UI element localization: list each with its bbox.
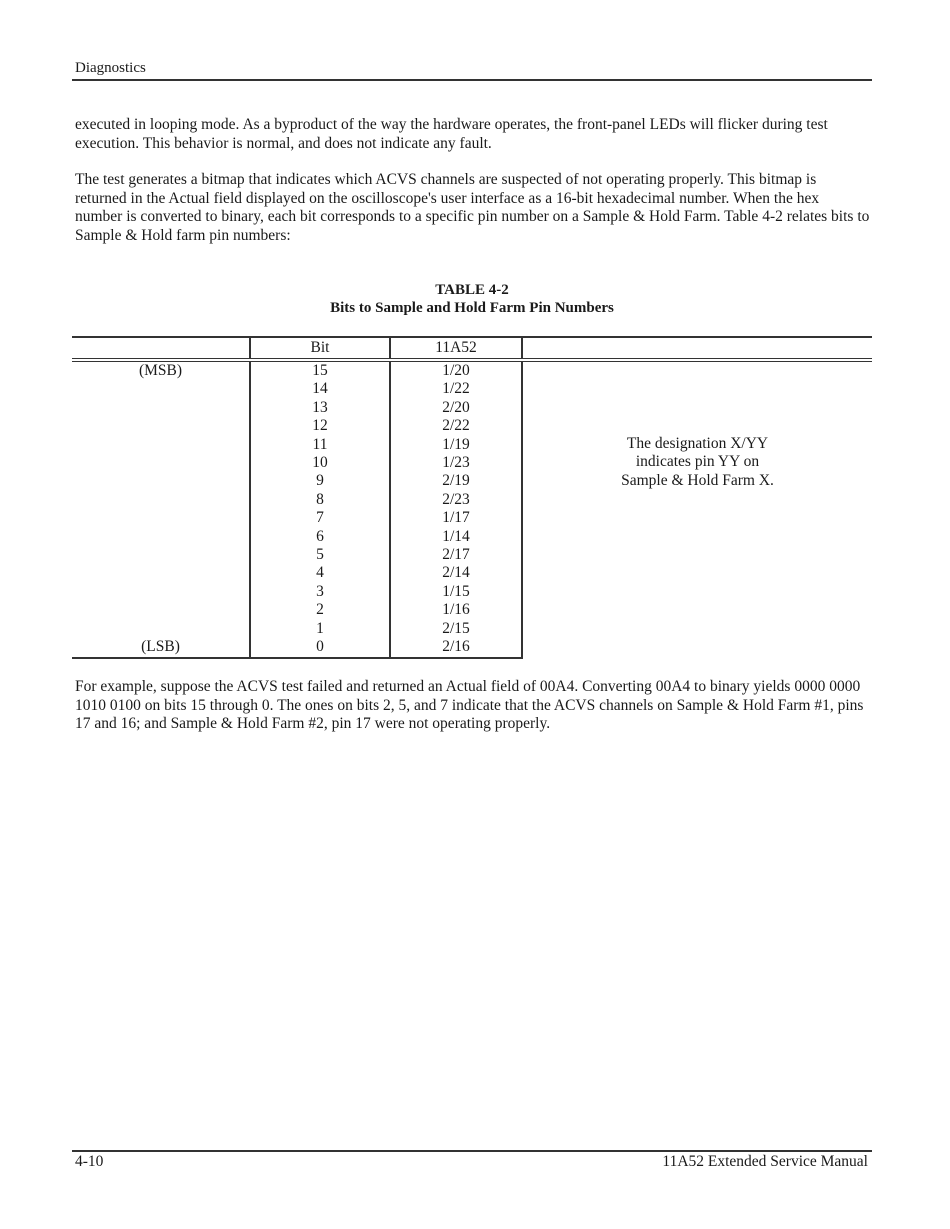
bit-cell: 8 — [250, 491, 390, 509]
table-row — [72, 360, 872, 380]
pin-cell: 1/22 — [390, 380, 522, 398]
pin-cell: 1/14 — [390, 528, 522, 546]
pin-cell: 1/17 — [390, 509, 522, 527]
bit-cell: 15 — [250, 360, 390, 380]
bit-significance-cell — [72, 436, 250, 454]
manual-title: 11A52 Extended Service Manual — [662, 1153, 868, 1170]
paragraph-example: For example, suppose the ACVS test failed and returned an Actual field of 00A4. Converting 00A4 to binary yields 0000 0000 1010 0100 on bits 15 through 0. The ones on bits 2, 5, and 7 indicate that the ACVS channels on Sample & Hold Farm #1, pins 17 and 16; and Sample & Hold Farm #2, pin 17 were not operating properly. — [75, 678, 864, 732]
bit-significance-cell — [72, 528, 250, 546]
pin-cell: 2/16 — [390, 638, 522, 657]
bit-cell: 6 — [250, 528, 390, 546]
pin-cell: 2/14 — [390, 564, 522, 582]
pin-cell: 1/23 — [390, 454, 522, 472]
bit-cell: 5 — [250, 546, 390, 564]
designation-note — [522, 360, 872, 658]
pin-cell: 2/17 — [390, 546, 522, 564]
bit-cell: 0 — [250, 638, 390, 657]
bit-cell: 12 — [250, 417, 390, 435]
bit-significance-cell — [72, 509, 250, 527]
table-title: Bits to Sample and Hold Farm Pin Numbers — [330, 300, 614, 316]
bit-significance-cell — [72, 417, 250, 435]
bit-cell: 10 — [250, 454, 390, 472]
bit-cell: 3 — [250, 583, 390, 601]
designation-note-line: Sample & Hold Farm X. — [621, 471, 774, 489]
bit-significance-cell — [72, 601, 250, 619]
bit-significance-cell — [72, 546, 250, 564]
pin-cell: 1/16 — [390, 601, 522, 619]
pin-cell: 2/15 — [390, 620, 522, 638]
bit-cell: 4 — [250, 564, 390, 582]
pin-cell: 2/19 — [390, 472, 522, 490]
page-number: 4-10 — [75, 1153, 104, 1170]
table-header-row — [72, 337, 872, 360]
bit-significance-cell — [72, 620, 250, 638]
column-header-bit: Bit — [250, 337, 390, 360]
bit-cell: 11 — [250, 436, 390, 454]
bit-cell: 9 — [250, 472, 390, 490]
pin-cell: 1/15 — [390, 583, 522, 601]
bit-significance-cell — [72, 399, 250, 417]
pin-cell: 2/22 — [390, 417, 522, 435]
bits-to-pin-table — [72, 336, 872, 659]
bit-cell: 1 — [250, 620, 390, 638]
designation-note-line: indicates pin YY on — [635, 453, 760, 471]
bit-significance-cell — [72, 564, 250, 582]
bit-cell: 13 — [250, 399, 390, 417]
bit-cell: 7 — [250, 509, 390, 527]
table-number: TABLE 4-2 — [435, 282, 509, 298]
column-header-note — [522, 337, 872, 360]
bit-significance-cell — [72, 491, 250, 509]
paragraph-looping-mode: executed in looping mode. As a byproduct of the way the hardware operates, the front-panel LEDs will flicker during test execution. This behavior is normal, and does not indicate any fault. — [75, 116, 828, 152]
column-header-significance — [72, 337, 250, 360]
pin-cell: 2/20 — [390, 399, 522, 417]
section-header: Diagnostics — [75, 60, 146, 76]
bit-significance-cell: (MSB) — [138, 362, 183, 379]
bit-significance-cell — [72, 472, 250, 490]
pin-cell: 2/23 — [390, 491, 522, 509]
footer-rule — [72, 1150, 872, 1152]
pin-cell: 1/19 — [390, 436, 522, 454]
paragraph-bitmap: The test generates a bitmap that indicates which ACVS channels are suspected of not operating properly. This bitmap is returned in the Actual field displayed on the oscilloscope's user interface as a 16-bit hexadecimal number. When the hex number is converted to binary, each bit corresponds to a specific pin number on a Sample & Hold Farm. Table 4-2 relates bits to Sample & Hold farm pin numbers: — [75, 171, 870, 244]
column-header-11a52: 11A52 — [390, 337, 522, 360]
bit-significance-cell: (LSB) — [72, 638, 250, 657]
bit-cell: 14 — [250, 380, 390, 398]
header-rule — [72, 79, 872, 81]
bit-significance-cell — [72, 380, 250, 398]
designation-note-line: The designation X/YY — [626, 435, 769, 452]
bit-significance-cell — [72, 454, 250, 472]
bit-significance-cell — [72, 583, 250, 601]
pin-cell: 1/20 — [390, 360, 522, 380]
bit-cell: 2 — [250, 601, 390, 619]
